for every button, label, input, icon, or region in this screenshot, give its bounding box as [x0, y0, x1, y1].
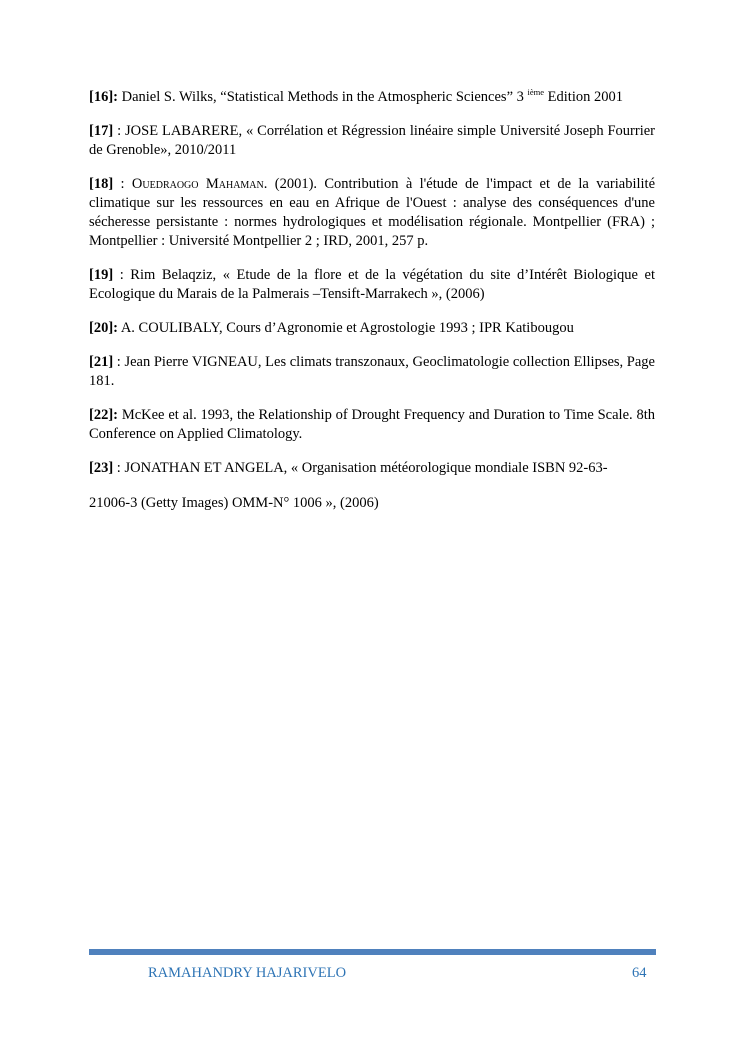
reference-22 — [89, 406, 655, 444]
reference-author: Ouedraogo Mahaman. — [131, 176, 268, 192]
references-list — [89, 88, 655, 528]
reference-21 — [89, 353, 655, 391]
reference-tag: [23] — [89, 460, 114, 476]
reference-text: McKee et al. 1993, the Relationship of Drought Frequency and Duration to Time Scale. 8th Conference on Applied Climatology. — [89, 407, 655, 442]
reference-16 — [89, 88, 655, 107]
reference-text: Daniel S. Wilks, “Statistical Methods in the Atmospheric Sciences” 3 — [118, 89, 528, 105]
reference-20 — [89, 319, 655, 338]
reference-separator: : — [113, 176, 132, 192]
reference-tag: [17] — [89, 123, 114, 139]
footer-author: RAMAHANDRY HAJARIVELO — [148, 965, 347, 981]
reference-17 — [89, 122, 655, 160]
reference-tag: [18] — [89, 176, 114, 192]
reference-text: : Rim Belaqziz, « Etude de la flore et de la végétation du site d’Intérêt Biologique et Ecologique du Marais de la Palmerais –Tensift-Marrakech », (2006) — [89, 267, 655, 302]
reference-19 — [89, 266, 655, 304]
reference-superscript: ième — [527, 87, 545, 97]
reference-tag: [21] — [89, 354, 114, 370]
reference-tag: [19] — [89, 267, 114, 283]
reference-23 — [89, 459, 655, 478]
reference-23-continuation: 21006-3 (Getty Images) OMM-N° 1006 », (2006) — [89, 495, 379, 511]
footer-divider — [89, 949, 656, 955]
reference-text: : Jean Pierre VIGNEAU, Les climats transzonaux, Geoclimatologie collection Ellipses, Page 181. — [89, 354, 655, 389]
reference-tag: [20]: — [89, 320, 118, 336]
reference-tag: [22]: — [89, 407, 118, 423]
reference-tag: [16]: — [89, 89, 118, 105]
reference-text: : JONATHAN ET ANGELA, « Organisation météorologique mondiale ISBN 92-63- — [113, 460, 608, 476]
reference-18 — [89, 175, 655, 251]
page-number: 64 — [632, 965, 647, 981]
reference-text: : JOSE LABARERE, « Corrélation et Régression linéaire simple Université Joseph Fourrier de Grenoble», 2010/2011 — [89, 123, 655, 158]
reference-text: A. COULIBALY, Cours d’Agronomie et Agrostologie 1993 ; IPR Katibougou — [118, 320, 574, 336]
reference-text: Edition 2001 — [544, 89, 623, 105]
reference-text: (2001). Contribution à l'étude de l'impact et de la variabilité climatique sur les ressources en eau en Afrique de l'Ouest : analyse des conséquences d'une sécheresse persistante : normes hydrologiques et modélisation régionale. Montpellier (FRA) ; Montpellier : Université Montpellier 2 ; IRD, 2001, 257 p. — [89, 176, 655, 249]
